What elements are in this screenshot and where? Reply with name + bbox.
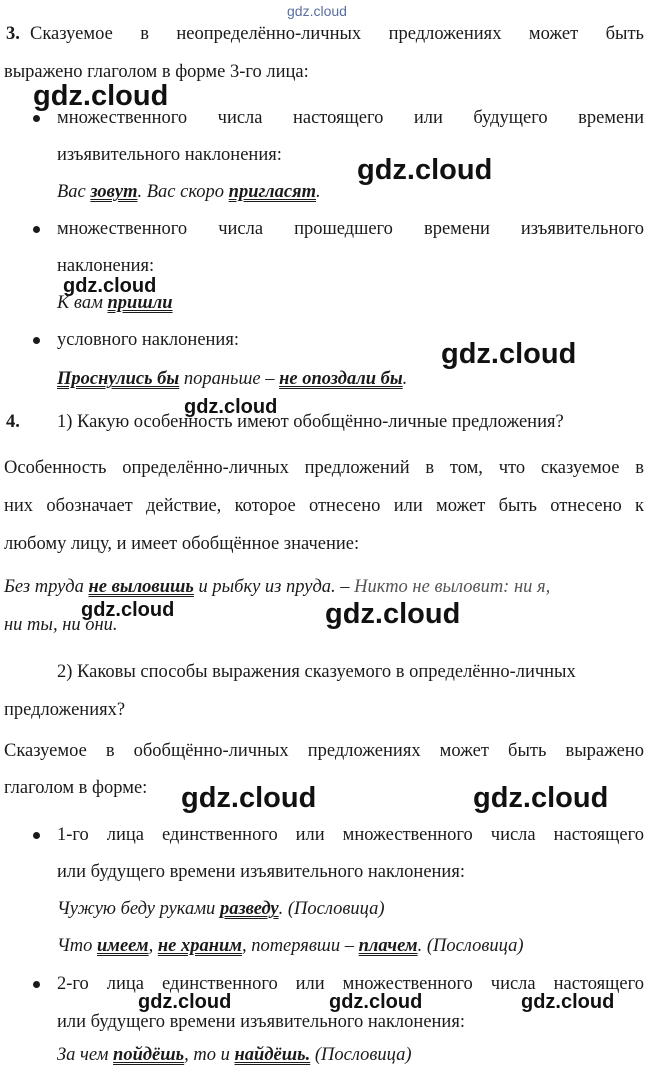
paragraph-line: Сказуемое в неопределённо-личных предложениях может быть bbox=[30, 24, 644, 44]
example-line: ни ты, ни они. bbox=[4, 615, 118, 635]
example-line: Чужую беду руками разведу. (Пословица) bbox=[57, 899, 385, 919]
list-item-line: множественного числа настоящего или будущего времени bbox=[57, 108, 644, 128]
paragraph-line: них обозначает действие, которое отнесено или может быть отнесено к bbox=[4, 496, 644, 516]
question-text: 2) Каковы способы выражения сказуемого в определённо-личных bbox=[57, 662, 576, 682]
watermark: gdz.cloud bbox=[33, 80, 169, 112]
watermark-top: gdz.cloud bbox=[287, 3, 347, 19]
example-line: Что имеем, не храним, потерявши – плачем. (Пословица) bbox=[57, 936, 524, 956]
bullet-icon bbox=[33, 337, 40, 344]
watermark: gdz.cloud bbox=[81, 599, 175, 621]
example-line: Проснулись бы пораньше – не опоздали бы. bbox=[57, 369, 408, 389]
list-item-line: множественного числа прошедшего времени изъявительного bbox=[57, 219, 644, 239]
watermark: gdz.cloud bbox=[138, 991, 232, 1013]
example-line: Без труда не выловишь и рыбку из пруда. – Никто не выловит: ни я, bbox=[4, 577, 551, 597]
paragraph-line: Сказуемое в обобщённо-личных предложениях может быть выражено bbox=[4, 741, 644, 761]
example-line: Вас зовут. Вас скоро пригласят. bbox=[57, 182, 321, 202]
question-number: 3. bbox=[6, 24, 20, 44]
watermark: gdz.cloud bbox=[357, 154, 493, 186]
watermark: gdz.cloud bbox=[325, 598, 461, 630]
question-text: предложениях? bbox=[4, 700, 126, 720]
paragraph-line: Особенность определённо-личных предложений в том, что сказуемое в bbox=[4, 458, 644, 478]
watermark: gdz.cloud bbox=[181, 782, 317, 814]
question-text: 1) Какую особенность имеют обобщённо-личные предложения? bbox=[57, 412, 564, 432]
paragraph-line: глаголом в форме: bbox=[4, 778, 148, 798]
watermark: gdz.cloud bbox=[441, 338, 577, 370]
watermark: gdz.cloud bbox=[63, 275, 157, 297]
watermark: gdz.cloud bbox=[521, 991, 615, 1013]
watermark: gdz.cloud bbox=[329, 991, 423, 1013]
bullet-icon bbox=[33, 226, 40, 233]
bullet-icon bbox=[33, 832, 40, 839]
list-item-line: наклонения: bbox=[57, 256, 155, 276]
list-item-line: 2-го лица единственного или множественного числа настоящего bbox=[57, 974, 644, 994]
question-number: 4. bbox=[6, 412, 20, 432]
list-item-line: изъявительного наклонения: bbox=[57, 145, 282, 165]
list-item-line: условного наклонения: bbox=[57, 330, 239, 350]
watermark: gdz.cloud bbox=[184, 396, 278, 418]
paragraph-line: любому лицу, и имеет обобщённое значение: bbox=[4, 534, 360, 554]
list-item-line: или будущего времени изъявительного наклонения: bbox=[57, 862, 465, 882]
bullet-icon bbox=[33, 981, 40, 988]
example-line: За чем пойдёшь, то и найдёшь. (Пословица) bbox=[57, 1045, 412, 1065]
list-item-line: 1-го лица единственного или множественного числа настоящего bbox=[57, 825, 644, 845]
watermark: gdz.cloud bbox=[473, 782, 609, 814]
list-item-line: или будущего времени изъявительного наклонения: bbox=[57, 1012, 465, 1032]
bullet-icon bbox=[33, 115, 40, 122]
example-line: К вам пришли bbox=[57, 293, 173, 313]
paragraph-line: выражено глаголом в формe 3-го лица: bbox=[4, 62, 309, 82]
